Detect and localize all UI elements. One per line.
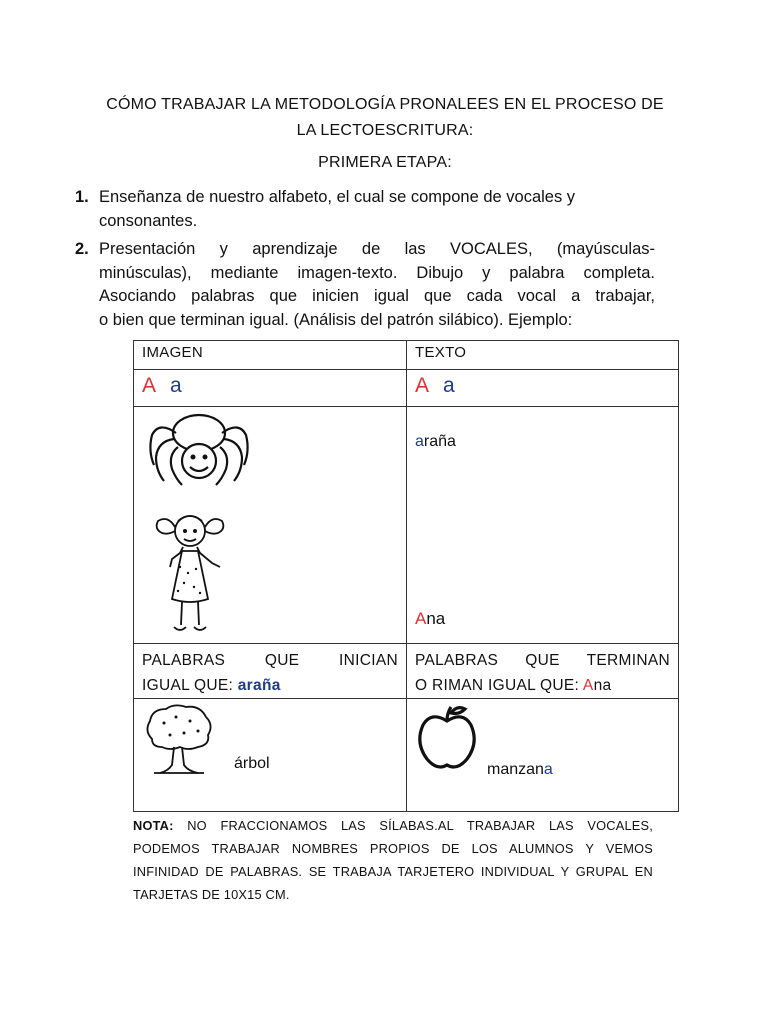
example-word-arana: araña — [415, 433, 456, 450]
picture-row — [134, 407, 679, 644]
label-row: PALABRAS QUE INICIAN IGUAL QUE: araña PALABRAS QUE TERMINAN O RIMAN IGUAL QUE: Ana — [134, 644, 679, 699]
label-starts-same: PALABRAS QUE INICIAN — [142, 652, 398, 669]
note-text: NO FRACCIONAMOS LAS SÍLABAS.AL TRABAJAR LAS VOCALES, PODEMOS TRABAJAR NOMBRES PROPIOS DE LOS ALUMNOS Y VEMOS INFINIDAD DE PALABRAS. SE TRABAJA TARJETERO INDIVIDUAL Y GRUPAL EN TARJETAS DE 10X15 CM. — [133, 818, 653, 902]
list-number: 1. — [75, 188, 89, 206]
col-header-text: TEXTO — [415, 344, 467, 361]
title-line-2: LA LECTOESCRITURA: — [296, 122, 474, 139]
example-word-ana: Ana — [415, 609, 446, 628]
vowel-table — [133, 340, 679, 812]
list-line: Asociando palabras que inicien igual que cada vocal a trabajar, — [99, 287, 655, 305]
tree-drawing — [142, 703, 214, 777]
note-paragraph — [133, 814, 653, 906]
spider-drawing — [144, 411, 254, 489]
example-word-manzana: manzana — [487, 761, 553, 778]
uppercase-vowel: A — [142, 374, 157, 397]
label-ends-same: PALABRAS QUE TERMINAN — [415, 652, 670, 669]
title-line-1: CÓMO TRABAJAR LA METODOLOGÍA PRONALEES EN EL PROCESO DE — [106, 96, 664, 113]
list-number: 2. — [75, 240, 89, 258]
label-word-ana-first: A — [582, 677, 594, 694]
document-title — [80, 92, 690, 144]
example-word-arbol: árbol — [234, 755, 270, 772]
col-header-image: IMAGEN — [142, 344, 203, 361]
section-subtitle: PRIMERA ETAPA: — [318, 154, 452, 171]
list-item — [75, 186, 655, 233]
list-line: o bien que terminan igual. (Análisis del patrón silábico). Ejemplo: — [99, 310, 573, 329]
girl-drawing — [150, 507, 230, 637]
table-header-row — [134, 341, 679, 370]
apple-drawing — [417, 703, 477, 773]
lowercase-vowel: a — [443, 374, 455, 397]
example-row — [134, 699, 679, 812]
note-label: NOTA: — [133, 818, 174, 833]
list-line: minúsculas), mediante imagen-texto. Dibujo y palabra completa. — [99, 263, 655, 282]
list-line: consonantes. — [99, 211, 198, 230]
lowercase-vowel: a — [170, 374, 182, 397]
list-line: Enseñanza de nuestro alfabeto, el cual se compone de vocales y — [99, 188, 576, 206]
label-word-arana: araña — [237, 677, 281, 694]
vowel-row — [134, 370, 679, 407]
uppercase-vowel: A — [415, 374, 430, 397]
list-line: Presentación y aprendizaje de las VOCALES, (mayúsculas- — [99, 240, 655, 258]
list-item — [75, 238, 655, 332]
